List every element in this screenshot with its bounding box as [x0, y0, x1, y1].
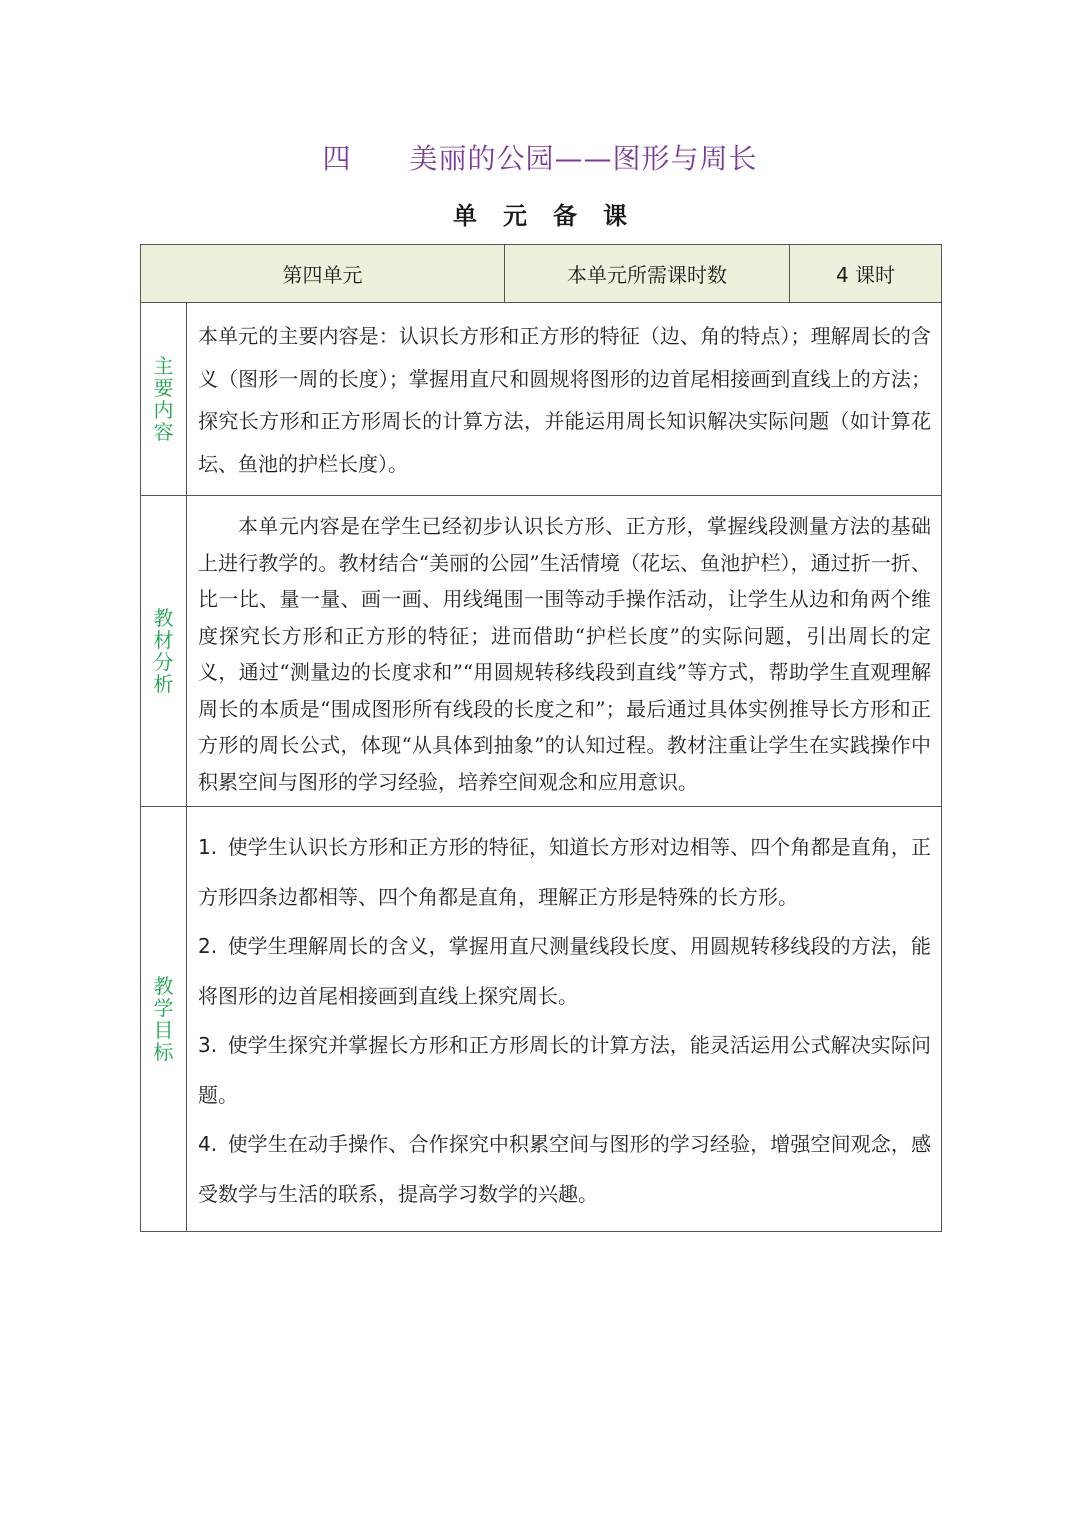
unit-cell: 第四单元	[141, 245, 505, 303]
main-content-label: 主要内容	[141, 303, 187, 496]
unit-number: 四	[322, 142, 352, 175]
goal-text: 使学生在动手操作、合作探究中积累空间与图形的学习经验，增强空间观念，感受数学与生活的联系，提高学习数学的兴趣。	[198, 1132, 932, 1206]
goal-number: 2.	[198, 934, 218, 958]
goal-text: 使学生理解周长的含义，掌握用直尺测量线段长度、用圆规转移线段的方法，能将图形的边首尾相接画到直线上探究周长。	[198, 934, 932, 1008]
header-row	[141, 245, 942, 303]
main-content-text: 本单元的主要内容是：认识长方形和正方形的特征（边、角的特点）；理解周长的含义（图形一周的长度）；掌握用直尺和圆规将图形的边首尾相接画到直线上的方法；探究长方形和正方形周长的计算方法，并能运用周长知识解决实际问题（如计算花坛、鱼池的护栏长度）。	[198, 324, 931, 476]
main-content-cell	[187, 303, 942, 496]
unit-title: 美丽的公园——图形与周长	[409, 142, 758, 175]
analysis-cell	[187, 496, 942, 807]
goal-number: 3.	[198, 1033, 218, 1057]
goal-item	[198, 1120, 931, 1219]
goal-item	[198, 922, 931, 1021]
analysis-row	[141, 496, 942, 807]
goal-number: 4.	[198, 1132, 218, 1156]
goal-list	[198, 807, 931, 1231]
goal-text: 使学生探究并掌握长方形和正方形周长的计算方法，能灵活运用公式解决实际问题。	[198, 1033, 932, 1107]
goals-label: 教学目标	[141, 807, 187, 1232]
page-title	[0, 136, 1080, 182]
hours-label-cell: 本单元所需课时数	[505, 245, 790, 303]
goals-cell	[187, 807, 942, 1232]
goal-item	[198, 1021, 931, 1120]
goal-text: 使学生认识长方形和正方形的特征，知道长方形对边相等、四个角都是直角，正方形四条边都相等、四个角都是直角，理解正方形是特殊的长方形。	[198, 835, 932, 909]
unit-plan-table	[140, 244, 942, 1232]
goal-item	[198, 823, 931, 922]
page-subtitle: 单元备课	[453, 202, 653, 230]
hours-value-cell: 4 课时	[790, 245, 942, 303]
analysis-text: 本单元内容是在学生已经初步认识长方形、正方形，掌握线段测量方法的基础上进行教学的。教材结合“美丽的公园”生活情境（花坛、鱼池护栏），通过折一折、比一比、量一量、画一画、用线绳围一围等动手操作活动，让学生从边和角两个维度探究长方形和正方形的特征；进而借助“护栏长度”的实际问题，引出周长的定义，通过“测量边的长度求和”“用圆规转移线段到直线”等方式，帮助学生直观理解周长的本质是“围成图形所有线段的长度之和”；最后通过具体实例推导长方形和正方形的周长公式，体现“从具体到抽象”的认知过程。教材注重让学生在实践操作中积累空间与图形的学习经验，培养空间观念和应用意识。	[198, 514, 931, 794]
goal-number: 1.	[198, 835, 218, 859]
goals-row	[141, 807, 942, 1232]
main-content-row	[141, 303, 942, 496]
analysis-label: 教材分析	[141, 496, 187, 807]
